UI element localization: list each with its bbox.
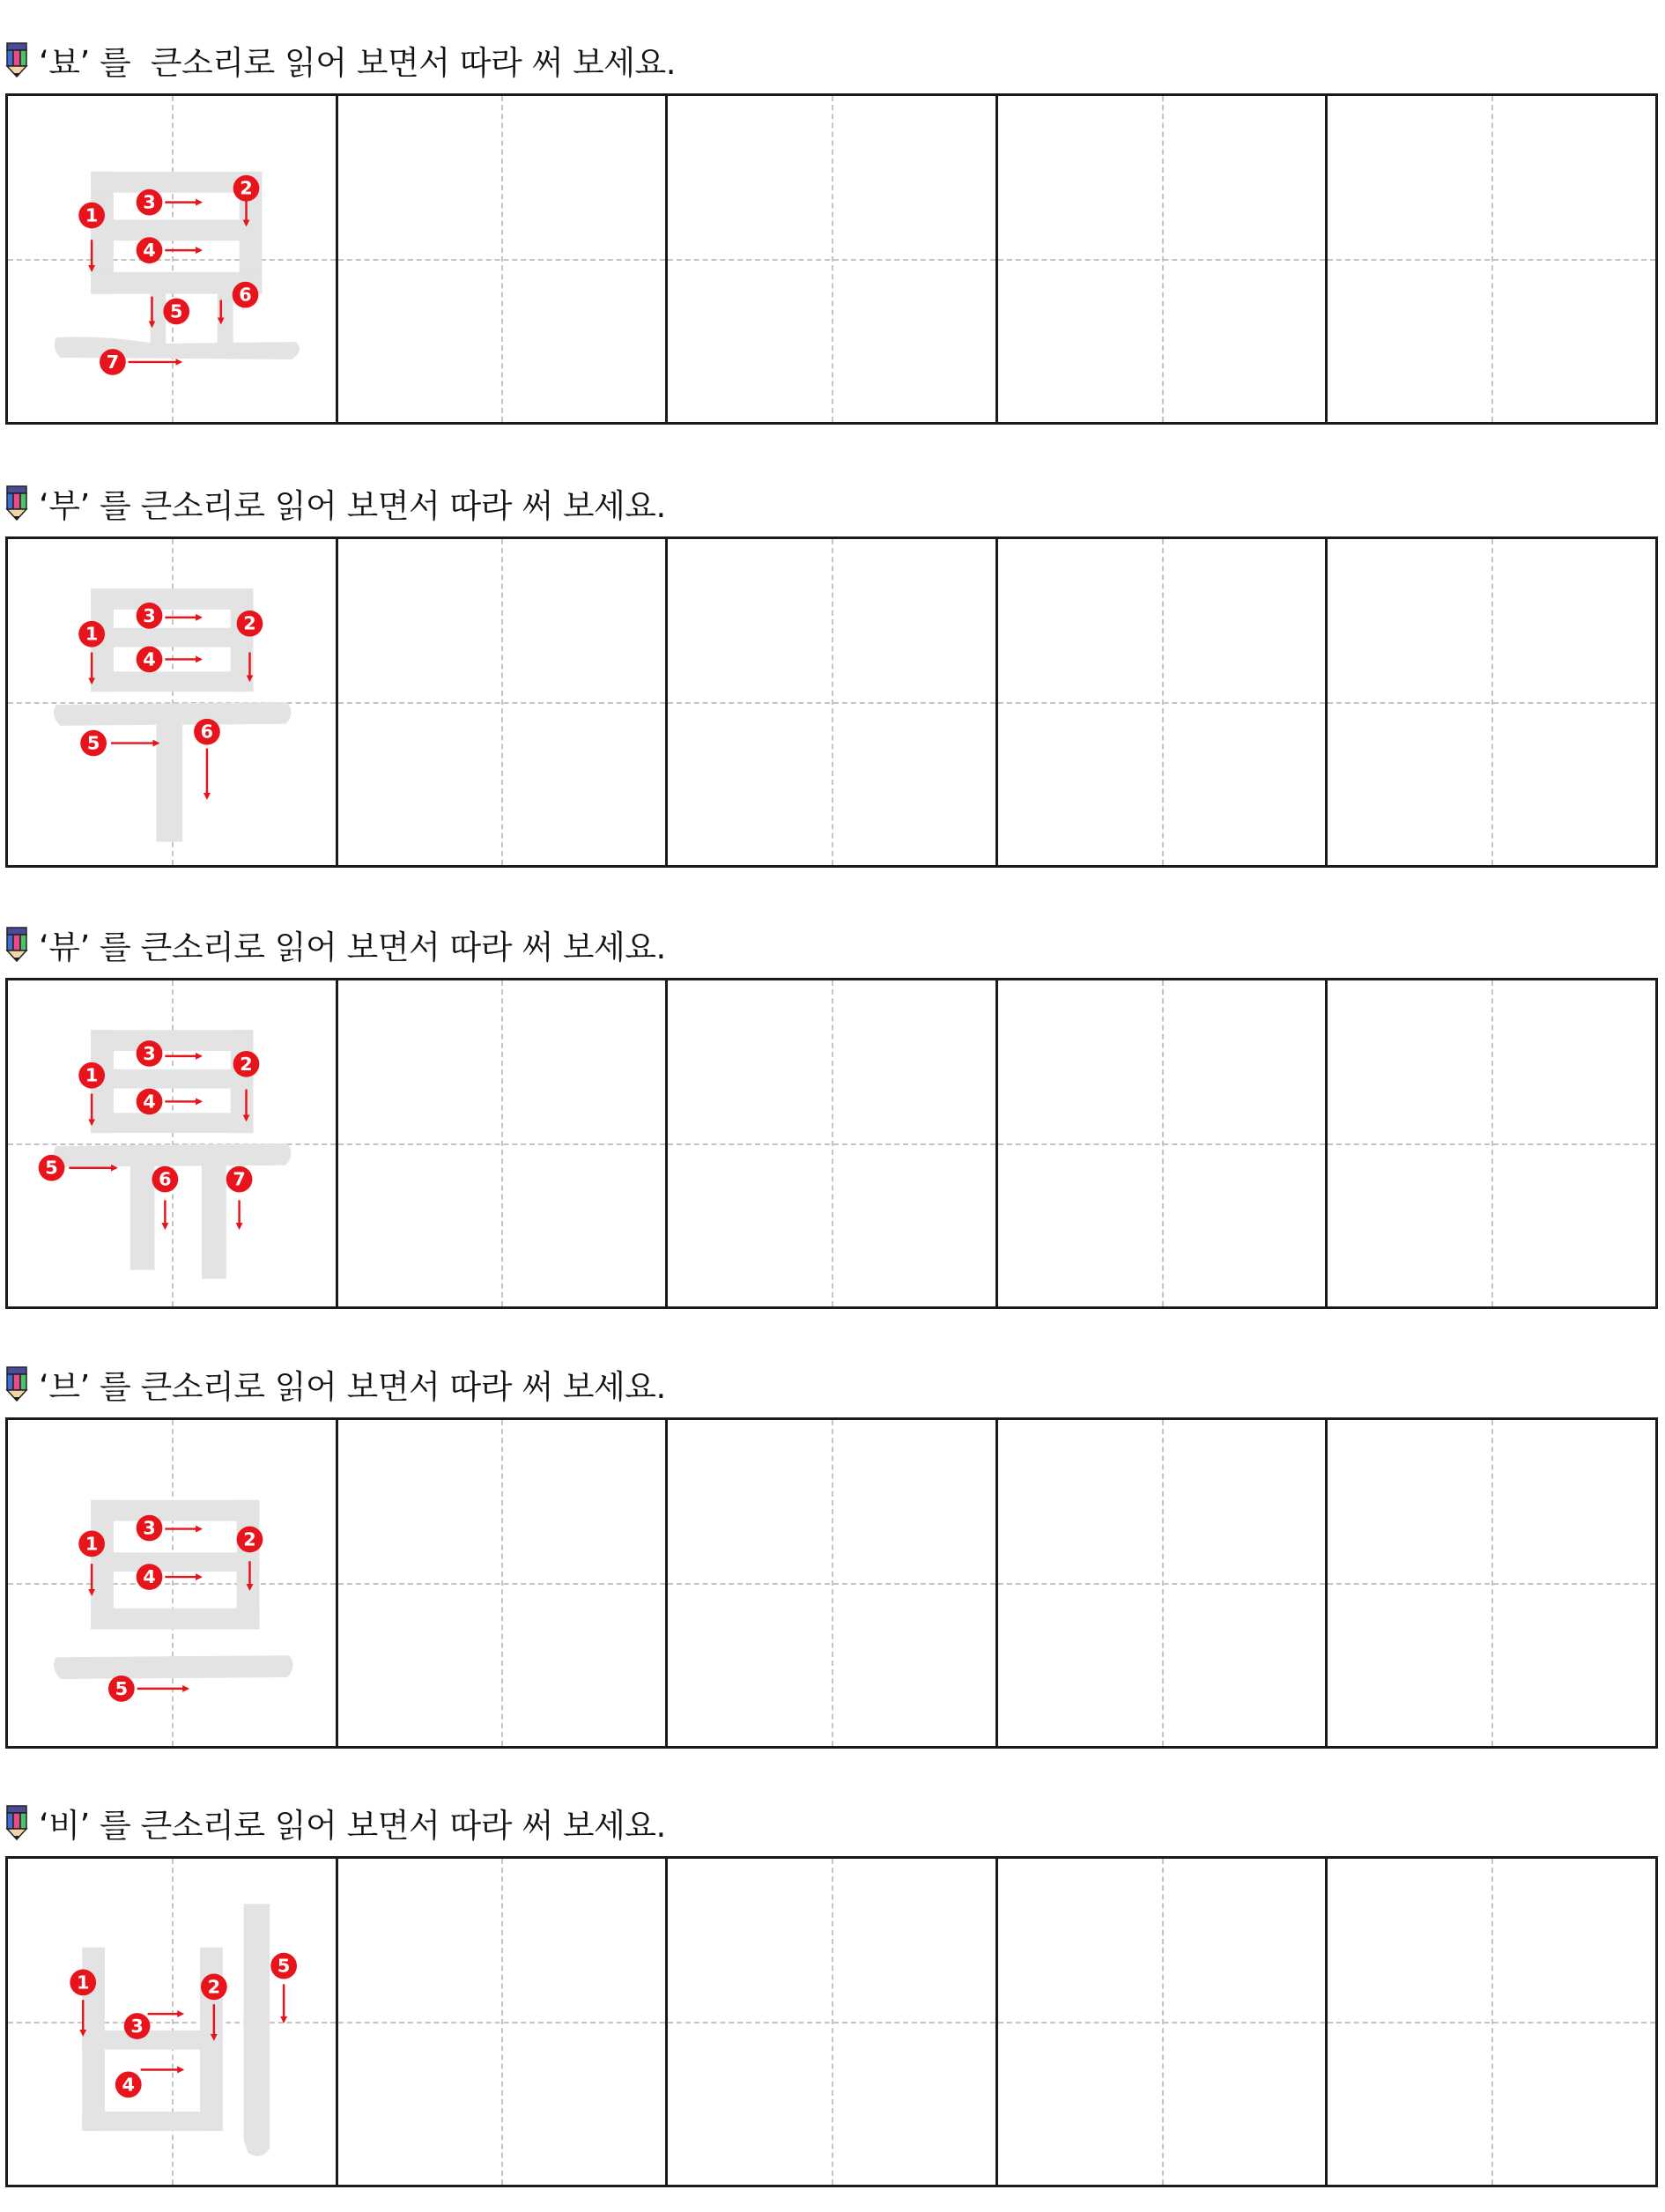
stroke-number-1: 1 [76, 1972, 90, 1994]
writing-cell[interactable] [336, 539, 666, 865]
writing-cell[interactable] [336, 1420, 666, 1746]
stroke-number-3: 3 [143, 1042, 156, 1064]
writing-cell[interactable] [665, 1859, 995, 2185]
writing-cell[interactable] [336, 96, 666, 422]
writing-cell[interactable] [1325, 539, 1655, 865]
stroke-number-3: 3 [130, 2015, 144, 2037]
practice-section-2 [0, 478, 1665, 892]
writing-cell[interactable] [336, 1859, 666, 2185]
stroke-number-4: 4 [143, 1091, 156, 1113]
stroke-order-diagram [8, 1859, 336, 2185]
model-cell [8, 1859, 336, 2185]
practice-section-3 [0, 920, 1665, 1334]
pencil-icon [5, 485, 28, 521]
stroke-number-6: 6 [239, 284, 252, 306]
stroke-number-5: 5 [115, 1677, 129, 1699]
writing-cell[interactable] [995, 1420, 1326, 1746]
practice-grid [5, 1417, 1658, 1749]
writing-cell[interactable] [995, 1859, 1326, 2185]
writing-cell[interactable] [1325, 1859, 1655, 2185]
stroke-number-5: 5 [86, 732, 100, 754]
writing-cell[interactable] [995, 539, 1326, 865]
instruction-text: ‘뵤’ 를 큰소리로 읽어 보면서 따라 써 보세요. [39, 44, 676, 82]
instruction-line [5, 35, 676, 85]
model-cell [8, 96, 336, 422]
stroke-number-4: 4 [143, 1566, 156, 1587]
stroke-number-2: 2 [243, 1528, 256, 1550]
pencil-icon [5, 1805, 28, 1840]
practice-grid [5, 978, 1658, 1309]
writing-cell[interactable] [665, 980, 995, 1306]
stroke-number-1: 1 [85, 1064, 99, 1086]
instruction-line [5, 920, 666, 969]
instruction-text: ‘브’ 를 큰소리로 읽어 보면서 따라 써 보세요. [39, 1368, 666, 1406]
stroke-number-5: 5 [277, 1955, 291, 1977]
stroke-number-3: 3 [143, 1517, 156, 1539]
pencil-icon [5, 1366, 28, 1402]
instruction-text: ‘비’ 를 큰소리로 읽어 보면서 따라 써 보세요. [39, 1807, 666, 1845]
stroke-number-4: 4 [143, 648, 156, 670]
stroke-number-4: 4 [143, 240, 156, 262]
model-cell [8, 980, 336, 1306]
stroke-order-diagram [8, 539, 336, 865]
writing-cell[interactable] [665, 539, 995, 865]
stroke-order-diagram [8, 96, 336, 422]
instruction-text: ‘뷰’ 를 큰소리로 읽어 보면서 따라 써 보세요. [39, 928, 666, 966]
practice-section-5 [0, 1798, 1665, 2212]
instruction-line [5, 1359, 666, 1409]
model-cell [8, 539, 336, 865]
stroke-number-2: 2 [207, 1976, 221, 1998]
model-cell [8, 1420, 336, 1746]
stroke-number-6: 6 [200, 721, 214, 743]
stroke-order-diagram [8, 1420, 336, 1746]
stroke-number-7: 7 [233, 1168, 246, 1190]
stroke-order-diagram [8, 980, 336, 1306]
instruction-text: ‘부’ 를 큰소리로 읽어 보면서 따라 써 보세요. [39, 487, 666, 525]
writing-cell[interactable] [665, 1420, 995, 1746]
writing-cell[interactable] [665, 96, 995, 422]
practice-section-1 [0, 35, 1665, 449]
writing-cell[interactable] [1325, 980, 1655, 1306]
stroke-number-3: 3 [143, 604, 156, 626]
stroke-number-3: 3 [143, 191, 156, 213]
pencil-icon [5, 927, 28, 962]
practice-grid [5, 1856, 1658, 2187]
stroke-number-2: 2 [243, 612, 256, 634]
stroke-number-1: 1 [85, 623, 99, 645]
practice-grid [5, 536, 1658, 868]
stroke-number-6: 6 [159, 1168, 172, 1190]
instruction-line [5, 1798, 666, 1847]
stroke-number-4: 4 [122, 2074, 135, 2096]
stroke-number-1: 1 [85, 1533, 99, 1555]
practice-section-4 [0, 1359, 1665, 1773]
instruction-line [5, 478, 666, 528]
writing-cell[interactable] [1325, 96, 1655, 422]
writing-cell[interactable] [1325, 1420, 1655, 1746]
stroke-number-5: 5 [170, 300, 183, 322]
writing-cell[interactable] [995, 96, 1326, 422]
practice-grid [5, 93, 1658, 425]
writing-cell[interactable] [336, 980, 666, 1306]
stroke-number-2: 2 [240, 1053, 253, 1075]
stroke-number-5: 5 [45, 1157, 58, 1179]
pencil-icon [5, 42, 28, 78]
stroke-number-2: 2 [240, 177, 253, 199]
stroke-number-7: 7 [106, 351, 120, 373]
stroke-number-1: 1 [85, 204, 99, 226]
writing-cell[interactable] [995, 980, 1326, 1306]
